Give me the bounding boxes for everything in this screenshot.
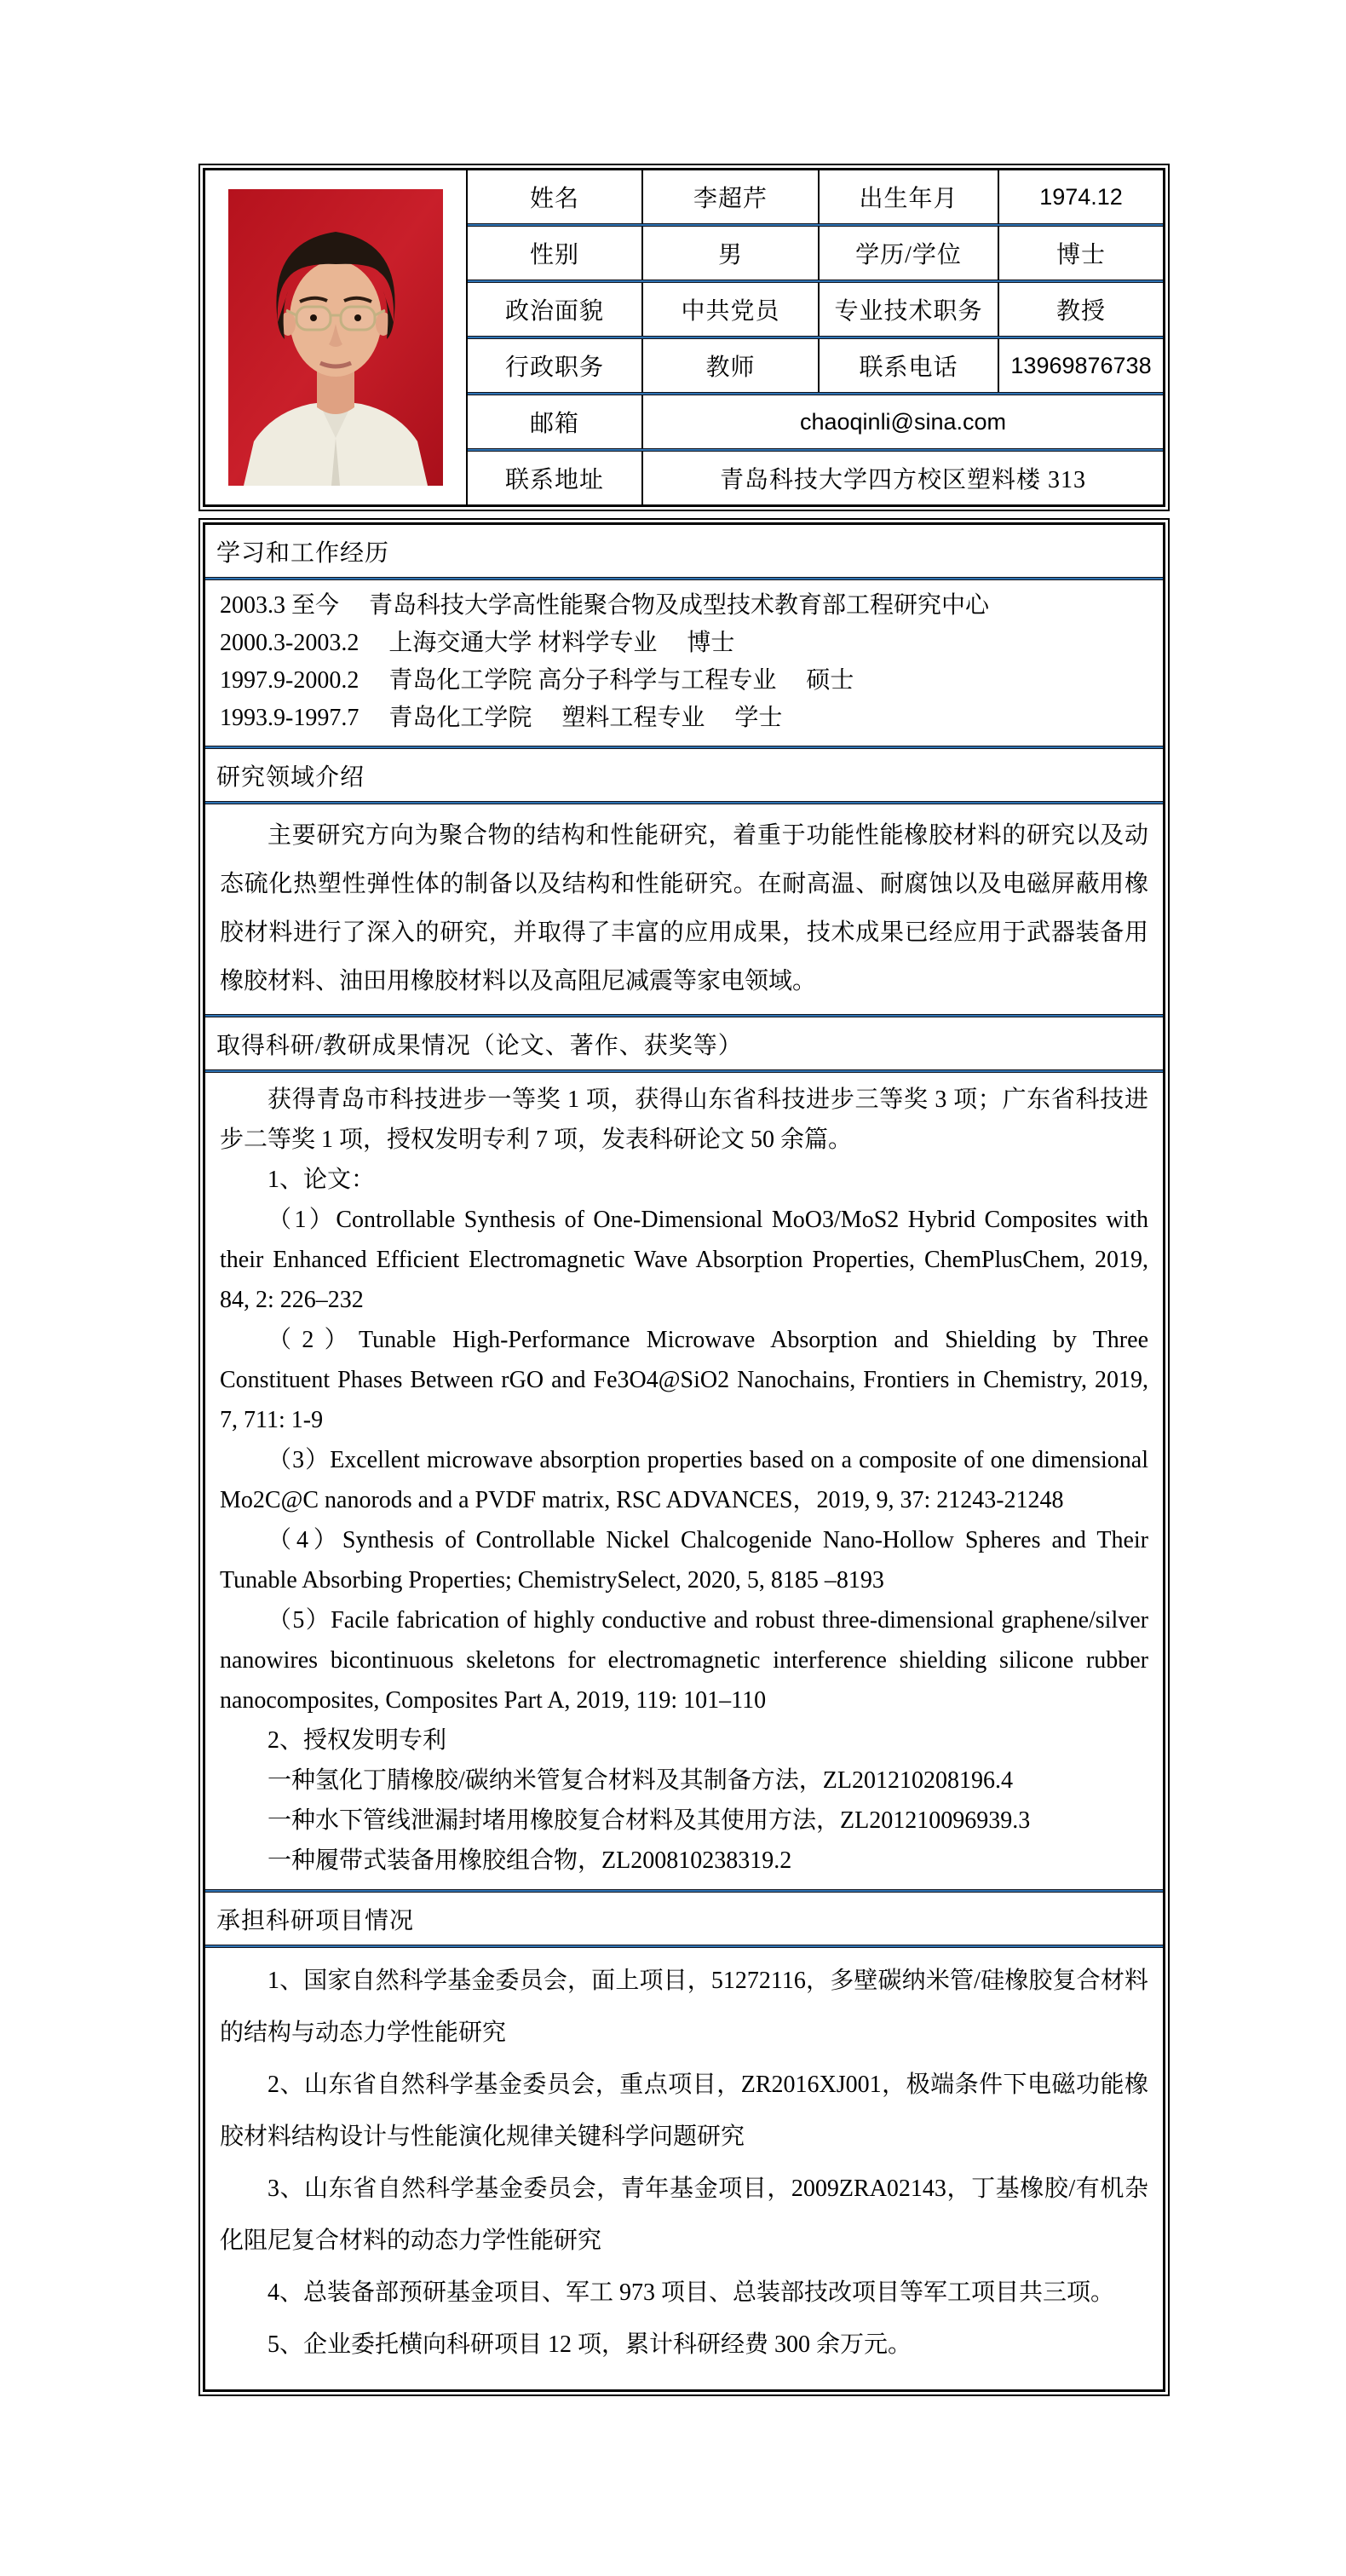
name-label: 姓名 [468, 170, 643, 223]
paper-item: （5）Facile fabrication of highly conductive and robust three-dimensional graphene/silver nanowires bicontinuous skeletons for electromagnetic interference shielding silicone rubber nanocomposites, Composites Part A, 2019, 119: 101–110 [220, 1607, 1148, 1714]
patent-item: 一种氢化丁腈橡胶/碳纳米管复合材料及其制备方法，ZL201210208196.4 [267, 1767, 1013, 1794]
project-item: 5、企业委托横向科研项目 12 项，累计科研经费 300 余万元。 [267, 2331, 912, 2358]
info-row-address [468, 452, 1163, 504]
resume-document [198, 164, 1170, 2396]
section-body-research [205, 804, 1163, 1014]
birthdate-label: 出生年月 [820, 170, 999, 223]
admin-position-value: 教师 [643, 339, 820, 392]
experience-line: 1997.9-2000.2 青岛化工学院 高分子科学与工程专业 硕士 [220, 667, 854, 694]
experience-line: 1993.9-1997.7 青岛化工学院 塑料工程专业 学士 [220, 705, 783, 731]
section-body-projects [205, 1948, 1163, 2389]
patent-item: 一种履带式装备用橡胶组合物，ZL200810238319.2 [267, 1847, 792, 1874]
political-status-value: 中共党员 [643, 283, 820, 336]
paper-item: （1）Controllable Synthesis of One-Dimensional MoO3/MoS2 Hybrid Composites with their Enhanced Efficient Electromagnetic Wave Absorption Properties, ChemPlusChem, 2019, 84, 2: 226–232 [220, 1207, 1148, 1313]
project-item: 4、总装备部预研基金项目、军工 973 项目、总装部技改项目等军工项目共三项。 [267, 2279, 1115, 2306]
gender-label: 性别 [468, 227, 643, 279]
degree-label: 学历/学位 [820, 227, 999, 279]
info-row-name-birth [468, 170, 1163, 223]
paper-item: （3）Excellent microwave absorption properties based on a composite of one dimensional Mo2C@C nanorods and a PVDF matrix, RSC ADVANCES，2019, 9, 37: 21243-21248 [220, 1447, 1148, 1513]
birthdate-value: 1974.12 [1039, 183, 1123, 210]
personal-info-table [205, 170, 1163, 504]
patents-heading: 2、授权发明专利 [267, 1727, 447, 1754]
paper-item: （2）Tunable High-Performance Microwave Absorption and Shielding by Three Constituent Phases Between rGO and Fe3O4@SiO2 Nanochains, Frontiers in Chemistry, 2019, 7, 711: 1-9 [220, 1327, 1148, 1433]
political-status-label: 政治面貌 [468, 283, 643, 336]
email-label: 邮箱 [468, 395, 643, 448]
experience-line: 2000.3-2003.2 上海交通大学 材料学专业 博士 [220, 630, 735, 656]
gender-value: 男 [643, 227, 820, 279]
sections-block [198, 518, 1170, 2396]
phone-label: 联系电话 [820, 339, 999, 392]
paper-item: （4）Synthesis of Controllable Nickel Chalcogenide Nano-Hollow Spheres and Their Tunable Absorbing Properties; ChemistrySelect, 2020, 5, 8185 –8193 [220, 1527, 1148, 1593]
section-body-experience [205, 580, 1163, 746]
info-row-gender-degree [468, 227, 1163, 279]
project-item: 1、国家自然科学基金委员会，面上项目，51272116，多壁碳纳米管/硅橡胶复合材料的结构与动态力学性能研究 [220, 1968, 1148, 2046]
info-row-party-title [468, 283, 1163, 336]
section-title-research: 研究领域介绍 [216, 764, 365, 791]
experience-line: 2003.3 至今 青岛科技大学高性能聚合物及成型技术教育部工程研究中心 [220, 592, 990, 619]
info-row-position-phone [468, 339, 1163, 392]
project-item: 2、山东省自然科学基金委员会，重点项目，ZR2016XJ001，极端条件下电磁功能橡胶材料结构设计与性能演化规律关键科学问题研究 [220, 2072, 1148, 2150]
research-paragraph: 主要研究方向为聚合物的结构和性能研究，着重于功能性能橡胶材料的研究以及动态硫化热塑性弹性体的制备以及结构和性能研究。在耐高温、耐腐蚀以及电磁屏蔽用橡胶材料进行了深入的研究，并取得了丰富的应用成果，技术成果已经应用于武器装备用橡胶材料、油田用橡胶材料以及高阻尼减震等家电领域。 [220, 822, 1148, 994]
papers-heading: 1、论文： [267, 1167, 376, 1193]
photo-cell [205, 170, 468, 504]
professional-title-value: 教授 [1056, 298, 1106, 325]
achievements-intro: 获得青岛市科技进步一等奖 1 项，获得山东省科技进步三等奖 3 项；广东省科技进步二等奖 1 项，授权发明专利 7 项，发表科研论文 50 余篇。 [220, 1086, 1148, 1153]
personal-info-block [198, 164, 1170, 511]
degree-value: 博士 [1056, 242, 1106, 268]
professional-title-label: 专业技术职务 [820, 283, 999, 336]
email-value: chaoqinli@sina.com [799, 408, 1007, 435]
patent-item: 一种水下管线泄漏封堵用橡胶复合材料及其使用方法，ZL201210096939.3 [267, 1807, 1031, 1834]
name-value: 李超芹 [643, 170, 820, 223]
address-value: 青岛科技大学四方校区塑料楼 313 [719, 467, 1086, 493]
admin-position-label: 行政职务 [468, 339, 643, 392]
info-row-email [468, 395, 1163, 448]
section-title-achievements: 取得科研/教研成果情况（论文、著作、获奖等） [216, 1033, 743, 1059]
phone-value: 13969876738 [1010, 352, 1152, 378]
section-title-experience: 学习和工作经历 [216, 540, 390, 567]
info-rows [468, 170, 1163, 504]
address-label: 联系地址 [468, 452, 643, 504]
section-body-achievements [205, 1073, 1163, 1889]
section-title-projects: 承担科研项目情况 [216, 1908, 415, 1934]
project-item: 3、山东省自然科学基金委员会，青年基金项目，2009ZRA02143，丁基橡胶/有机杂化阻尼复合材料的动态力学性能研究 [220, 2175, 1148, 2254]
portrait-photo [228, 189, 443, 486]
